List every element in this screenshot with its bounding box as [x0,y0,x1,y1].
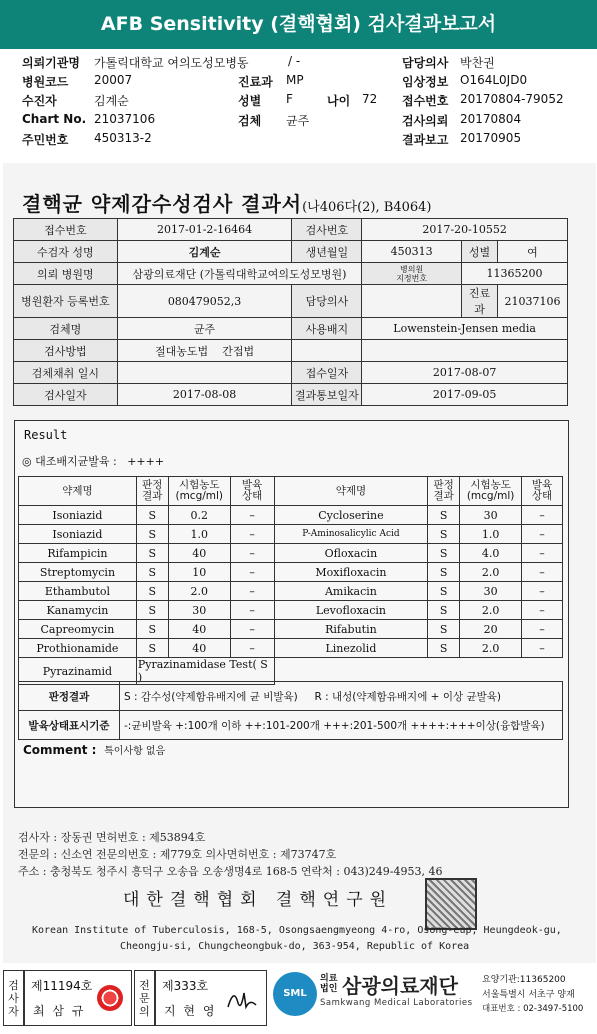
drug-concentration: 40 [168,620,230,639]
drug-growth: – [522,582,563,601]
drug-concentration: 0.2 [168,506,230,525]
method-label: 검사방법 [14,340,118,362]
institute-seal [425,878,477,930]
dept-label: 진료과 [238,75,273,89]
specialist-name: 지 현 영 [164,1004,217,1018]
sex-value: F [286,92,293,106]
chart-value: 21037106 [94,112,156,126]
birth-label: 생년월일 [292,241,362,263]
result-label: Result [24,428,68,442]
report-title-text: 결핵균 약제감수성검사 결과서 [22,192,303,216]
drug-name: Capreomycin [19,620,137,639]
empty-cell [292,340,362,362]
method-value [117,340,292,362]
drug-growth: – [522,620,563,639]
patient-value: 김계순 [94,94,129,108]
tester-box [24,970,132,1026]
table-header-row [19,477,563,506]
drug-concentration: 2.0 [460,639,522,658]
rrn-label: 주민번호 [22,133,69,147]
chart-label: Chart No. [22,112,87,126]
specialist-vertical-label [134,970,155,1026]
drug-name: Ethambutol [19,582,137,601]
received-label: 접수일자 [292,362,362,384]
col-growth-2-line1: 발육 [531,479,553,491]
drug-result: S [136,620,168,639]
col-judge-line1: 판정 [142,479,163,491]
table-row [19,582,563,601]
drug-result: S [428,563,460,582]
col-conc-2 [460,477,522,506]
drug-growth: – [522,639,563,658]
sml-logo-icon: SML [273,972,317,1016]
legend-susceptible: S : 감수성(약제함유배지에 균 비발육) [124,690,298,703]
drug-concentration: 30 [460,582,522,601]
age-label: 나이 [327,94,351,108]
org-type-line1: 의료 [320,974,338,984]
notify-label: 결과통보일자 [292,384,362,406]
table-row [14,263,568,285]
col-conc [168,477,230,506]
sex-label: 성별 [238,94,262,108]
collect-value [117,362,292,384]
drug-concentration: 10 [168,563,230,582]
notify-value: 2017-09-05 [362,384,568,406]
col-growth-2-line2: 상태 [531,490,553,502]
drug-result: S [428,601,460,620]
drug-growth: – [230,639,274,658]
test-no-value: 2017-20-10552 [362,219,568,241]
method-indirect: 간접법 [222,344,255,358]
drug-growth: – [522,525,563,544]
dept-value: MP [286,73,304,87]
report-form-no: (나406다(2), B4064) [302,200,432,215]
org-name: 삼광의료재단 [342,974,458,998]
table-row [14,241,568,263]
org-code: 요양기관:11365200 [482,975,566,985]
hospital-value: 삼광의료재단 (가톨릭대학교여의도성모병원) [117,263,362,285]
drug-concentration: 2.0 [460,601,522,620]
comment-value: 특이사항 없음 [104,746,166,757]
signature-scribble-icon [226,985,258,1013]
table-row [14,384,568,406]
institute-address-en-2: Cheongju-si, Chungcheongbuk-do, 363-954, Republic of Korea [120,941,470,952]
drug-name: Isoniazid [19,506,137,525]
hospital-code-value: 20007 [94,73,133,87]
tester-license: 제11194호 [31,979,93,993]
drug-concentration: 2.0 [168,582,230,601]
footer-tester: 검사자 : 장동권 면허번호 : 제53894호 [18,831,206,844]
col-conc-line2: (mcg/ml) [175,490,224,502]
report-banner: AFB Sensitivity (결핵협회) 검사결과보고서 [0,0,597,49]
drug-result: S [136,639,168,658]
specialist-box [155,970,267,1026]
drug-name: Amikacin [274,582,428,601]
drug-result: S [136,544,168,563]
table-row [14,362,568,384]
table-row [14,285,568,318]
patient-info-table [13,218,568,406]
doctor-label: 담당의사 [292,285,362,318]
drug-concentration: 20 [460,620,522,639]
drug-concentration: 30 [460,506,522,525]
specialist-license: 제333호 [162,979,209,993]
col-growth-line1: 발육 [242,479,263,491]
table-row [14,219,568,241]
request-label: 검사의뢰 [402,114,449,128]
org-name-en: Samkwang Medical Laboratories [320,998,473,1008]
receipt-no-value: 2017-01-2-16464 [117,219,292,241]
ward-value: / - [288,54,301,68]
legend-growth-label: 발육상태표시기준 [19,711,120,740]
drug-growth: – [522,544,563,563]
table-row [14,318,568,340]
designated-label [362,263,462,285]
specialist-label: 전문의 [139,978,150,1018]
pt-reg-value: 080479052,3 [117,285,292,318]
designated-label-line1: 병의원 [400,264,424,274]
institution-value: 가톨릭대학교 여의도성모병동 [94,56,249,70]
col-drug: 약제명 [19,477,137,506]
footer-specialist: 전문의 : 신소연 전문의번호 : 제779호 의사면허번호 : 제73747호 [18,848,337,861]
institution-label: 의뢰기관명 [22,56,80,70]
col-drug-2: 약제명 [274,477,428,506]
col-growth-2 [522,477,563,506]
doctor-value [362,285,462,318]
doctor-value: 박찬권 [460,56,495,70]
drug-result: S [428,544,460,563]
col-conc-2-line2: (mcg/ml) [466,490,515,502]
col-judge-2-line2: 결과 [433,490,454,502]
col-growth [230,477,274,506]
table-row [19,544,563,563]
name-label: 수검자 성명 [14,241,118,263]
table-row [19,620,563,639]
drug-concentration: 40 [168,639,230,658]
drug-name: Streptomycin [19,563,137,582]
drug-name: Cycloserine [274,506,428,525]
drug-growth: – [522,601,563,620]
legend-table [18,681,563,740]
method-absolute: 절대농도법 [155,344,209,358]
control-growth [22,453,164,469]
drug-name: Isoniazid [19,525,137,544]
hospital-code-label: 병원코드 [22,75,69,89]
legend-judge-label: 판정결과 [19,682,120,711]
drug-concentration: 40 [168,544,230,563]
drug-name: Prothionamide [19,639,137,658]
table-row [19,601,563,620]
sex-label: 성별 [462,241,498,263]
signature-strip [0,968,597,1030]
drug-name: Ofloxacin [274,544,428,563]
table-row [19,525,563,544]
request-value: 20170804 [460,112,522,126]
age-value: 72 [362,92,378,106]
drug-result: S [136,563,168,582]
pza-name: Pyrazinamid [19,658,137,685]
comment [23,742,165,757]
drug-concentration: 1.0 [460,525,522,544]
patient-header [0,52,597,154]
drug-concentration: 1.0 [168,525,230,544]
col-judge-2 [428,477,460,506]
drug-concentration: 2.0 [460,563,522,582]
drug-result: S [428,525,460,544]
control-growth-value: ++++ [127,455,165,468]
drug-result: S [428,620,460,639]
tester-label: 검사자 [8,978,19,1018]
medium-label: 사용배지 [292,318,362,340]
table-row [19,711,563,740]
table-row [19,639,563,658]
drug-growth: – [230,544,274,563]
drug-growth: – [230,506,274,525]
table-row [19,563,563,582]
dept-label: 진료과 [462,285,498,318]
name-value: 김계순 [117,241,292,263]
designated-value: 11365200 [462,263,568,285]
drug-result: S [136,525,168,544]
tester-seal-icon [97,985,123,1011]
col-judge-line2: 결과 [142,490,163,502]
drug-growth: – [230,601,274,620]
patient-label: 수진자 [22,94,57,108]
clinical-value: O164L0JD0 [460,73,528,87]
doctor-label: 담당의사 [402,56,449,70]
col-judge-2-line1: 판정 [433,479,454,491]
drug-name: Rifampicin [19,544,137,563]
drug-growth: – [230,525,274,544]
received-value: 2017-08-07 [362,362,568,384]
specimen-value: 균주 [286,114,310,128]
legend-growth-value: -:균비발육 +:100개 이하 ++:101-200개 +++:201-500개 ++++:+++이상(융합발육) [120,711,563,740]
report-title [22,188,431,217]
drug-name: Moxifloxacin [274,563,428,582]
table-row [19,682,563,711]
org-phone: 대표번호 : 02-3497-5100 [482,1004,584,1014]
drug-growth: – [522,563,563,582]
drug-concentration: 30 [168,601,230,620]
institute-address-en-1: Korean Institute of Tuberculosis, 168-5, Osongsaengmyeong 4-ro, Osong-eup, Heungdeok-gu, [32,925,562,936]
drug-result: S [428,639,460,658]
drug-growth: – [230,620,274,639]
pza-value: Pyrazinamidase Test( S ) [136,658,274,685]
report-value: 20170905 [460,131,522,145]
receipt-label: 접수번호 [402,94,449,108]
specimen-label: 검체명 [14,318,118,340]
drug-name: Rifabutin [274,620,428,639]
designated-label-line2: 지정번호 [396,273,428,283]
drug-growth: – [230,582,274,601]
drug-result: S [136,601,168,620]
sex-value: 여 [497,241,567,263]
receipt-no-label: 접수번호 [14,219,118,241]
drug-growth: – [230,563,274,582]
test-date-value: 2017-08-08 [117,384,292,406]
hospital-label: 의뢰 병원명 [14,263,118,285]
birth-value: 450313 [362,241,462,263]
drug-result: S [136,582,168,601]
drug-name: Levofloxacin [274,601,428,620]
drug-concentration: 4.0 [460,544,522,563]
specimen-value: 균주 [117,318,292,340]
org-type-line2: 법인 [320,984,338,994]
medium-value: Lowenstein-Jensen media [362,318,568,340]
col-conc-line1: 시험농도 [178,479,220,491]
col-growth-line2: 상태 [242,490,263,502]
drug-name: Linezolid [274,639,428,658]
drug-name: P-Aminosalicylic Acid [274,525,428,544]
test-date-label: 검사일자 [14,384,118,406]
dept-value: 21037106 [497,285,567,318]
org-address: 서울특별시 서초구 양재 [482,990,575,1000]
drug-result: S [428,506,460,525]
footer-address: 주소 : 충청북도 청주시 흥덕구 오송읍 오송생명4로 168-5 연락처 : 043)249-4953, 46 [18,865,443,878]
collect-label: 검체채취 일시 [14,362,118,384]
empty-cell [362,340,568,362]
table-row [14,340,568,362]
drug-result: S [136,506,168,525]
comment-label: Comment : [23,743,97,757]
tester-vertical-label [3,970,24,1026]
test-no-label: 검사번호 [292,219,362,241]
legend-judge-value [120,682,563,711]
pt-reg-label: 병원환자 등록번호 [14,285,118,318]
institute-name-kr: 대한결핵협회 결핵연구원 [123,890,394,910]
report-label: 결과보고 [402,133,449,147]
drug-growth: – [522,506,563,525]
clinical-label: 임상정보 [402,75,449,89]
table-row [19,506,563,525]
specimen-label: 검체 [238,114,262,128]
drug-result: S [428,582,460,601]
legend-resistant: R : 내성(약제함유배지에 + 이상 균발육) [314,690,501,703]
drug-results-table [18,476,563,685]
tester-name: 최 삼 규 [33,1004,86,1018]
receipt-value: 20170804-79052 [460,92,564,106]
col-conc-2-line1: 시험농도 [470,479,511,491]
col-judge [136,477,168,506]
drug-name: Kanamycin [19,601,137,620]
control-growth-label: ◎ 대조배지균발육 : [22,455,117,468]
org-type [320,974,337,994]
rrn-value: 450313-2 [94,131,152,145]
